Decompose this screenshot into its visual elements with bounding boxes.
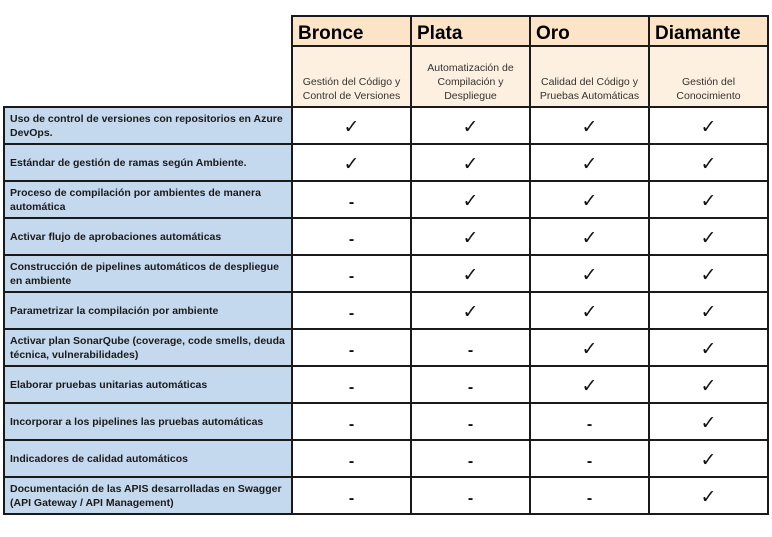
tier-cell: [411, 329, 530, 366]
dash-mark: -: [586, 490, 593, 507]
feature-label: Parametrizar la compilación por ambiente: [4, 292, 292, 329]
dash-mark: -: [348, 416, 355, 433]
feature-row: [4, 366, 768, 403]
tier-oro: Oro: [530, 16, 649, 46]
tier-cell: [530, 403, 649, 440]
tier-cell: [292, 107, 411, 144]
tier-cell: [649, 329, 768, 366]
feature-row: [4, 292, 768, 329]
checkmark-icon: ✓: [700, 412, 717, 434]
tier-cell: [530, 218, 649, 255]
tier-diamante: Diamante: [649, 16, 768, 46]
tier-cell: [411, 440, 530, 477]
feature-row: [4, 218, 768, 255]
tier-cell: [292, 292, 411, 329]
dash-mark: -: [467, 490, 474, 507]
checkmark-icon: ✓: [462, 190, 479, 212]
checkmark-icon: ✓: [581, 227, 598, 249]
checkmark-icon: ✓: [700, 486, 717, 508]
tier-cell: [649, 107, 768, 144]
tier-cell: [411, 218, 530, 255]
tier-description: Calidad del Código y Pruebas Automáticas: [530, 46, 649, 107]
tier-cell: [292, 366, 411, 403]
dash-mark: -: [348, 305, 355, 322]
feature-label: Proceso de compilación por ambientes de manera automática: [4, 181, 292, 218]
tier-cell: [411, 477, 530, 514]
feature-label: Construcción de pipelines automáticos de despliegue en ambiente: [4, 255, 292, 292]
tier-cell: [649, 477, 768, 514]
dash-mark: -: [586, 416, 593, 433]
empty-corner: [4, 16, 292, 107]
checkmark-icon: ✓: [581, 375, 598, 397]
checkmark-icon: ✓: [700, 301, 717, 323]
tier-cell: [411, 144, 530, 181]
dash-mark: -: [348, 379, 355, 396]
tier-comparison-table: [3, 15, 769, 515]
tier-cell: [292, 440, 411, 477]
dash-mark: -: [348, 231, 355, 248]
feature-label: Documentación de las APIS desarrolladas en Swagger (API Gateway / API Management): [4, 477, 292, 514]
checkmark-icon: ✓: [343, 116, 360, 138]
tier-bronce: Bronce: [292, 16, 411, 46]
dash-mark: -: [467, 416, 474, 433]
tier-cell: [530, 181, 649, 218]
dash-mark: -: [348, 342, 355, 359]
dash-mark: -: [467, 453, 474, 470]
tier-cell: [292, 329, 411, 366]
tier-cell: [411, 292, 530, 329]
checkmark-icon: ✓: [343, 153, 360, 175]
checkmark-icon: ✓: [462, 227, 479, 249]
tier-cell: [411, 107, 530, 144]
checkmark-icon: ✓: [700, 449, 717, 471]
dash-mark: -: [348, 490, 355, 507]
tier-cell: [411, 366, 530, 403]
feature-label: Elaborar pruebas unitarias automáticas: [4, 366, 292, 403]
tier-cell: [530, 144, 649, 181]
tier-cell: [530, 292, 649, 329]
checkmark-icon: ✓: [700, 153, 717, 175]
tier-cell: [530, 329, 649, 366]
tier-plata: Plata: [411, 16, 530, 46]
tier-cell: [649, 366, 768, 403]
tier-cell: [292, 144, 411, 181]
checkmark-icon: ✓: [462, 264, 479, 286]
dash-mark: -: [467, 379, 474, 396]
tier-description: Gestión del Código y Control de Versiones: [292, 46, 411, 107]
feature-label: Estándar de gestión de ramas según Ambiente.: [4, 144, 292, 181]
feature-row: [4, 477, 768, 514]
checkmark-icon: ✓: [462, 116, 479, 138]
checkmark-icon: ✓: [462, 153, 479, 175]
checkmark-icon: ✓: [581, 301, 598, 323]
tier-cell: [411, 255, 530, 292]
tier-cell: [649, 292, 768, 329]
tier-cell: [292, 255, 411, 292]
feature-row: [4, 107, 768, 144]
tier-cell: [649, 218, 768, 255]
dash-mark: -: [586, 453, 593, 470]
feature-label: Activar plan SonarQube (coverage, code smells, deuda técnica, vulnerabilidades): [4, 329, 292, 366]
tier-cell: [292, 403, 411, 440]
dash-mark: -: [348, 268, 355, 285]
tier-description: Gestión del Conocimiento: [649, 46, 768, 107]
tier-cell: [649, 440, 768, 477]
tier-cell: [292, 181, 411, 218]
checkmark-icon: ✓: [700, 190, 717, 212]
checkmark-icon: ✓: [700, 116, 717, 138]
feature-label: Indicadores de calidad automáticos: [4, 440, 292, 477]
dash-mark: -: [348, 194, 355, 211]
tier-cell: [649, 144, 768, 181]
tier-cell: [411, 403, 530, 440]
dash-mark: -: [348, 453, 355, 470]
tier-cell: [530, 107, 649, 144]
tier-cell: [530, 255, 649, 292]
feature-row: [4, 403, 768, 440]
feature-row: [4, 440, 768, 477]
tier-cell: [649, 181, 768, 218]
tier-cell: [411, 181, 530, 218]
checkmark-icon: ✓: [700, 338, 717, 360]
feature-label: Uso de control de versiones con repositorios en Azure DevOps.: [4, 107, 292, 144]
feature-row: [4, 144, 768, 181]
checkmark-icon: ✓: [581, 338, 598, 360]
tier-cell: [530, 477, 649, 514]
checkmark-icon: ✓: [581, 264, 598, 286]
checkmark-icon: ✓: [462, 301, 479, 323]
checkmark-icon: ✓: [700, 375, 717, 397]
dash-mark: -: [467, 342, 474, 359]
checkmark-icon: ✓: [581, 153, 598, 175]
tier-cell: [530, 440, 649, 477]
tier-cell: [649, 255, 768, 292]
checkmark-icon: ✓: [581, 116, 598, 138]
checkmark-icon: ✓: [700, 264, 717, 286]
feature-label: Incorporar a los pipelines las pruebas automáticas: [4, 403, 292, 440]
feature-label: Activar flujo de aprobaciones automáticas: [4, 218, 292, 255]
tier-cell: [292, 477, 411, 514]
checkmark-icon: ✓: [700, 227, 717, 249]
feature-row: [4, 255, 768, 292]
feature-row: [4, 329, 768, 366]
feature-row: [4, 181, 768, 218]
tier-description: Automatización de Compilación y Despliegue: [411, 46, 530, 107]
tier-cell: [292, 218, 411, 255]
tier-cell: [649, 403, 768, 440]
tier-cell: [530, 366, 649, 403]
checkmark-icon: ✓: [581, 190, 598, 212]
tier-name-row: [4, 16, 768, 46]
